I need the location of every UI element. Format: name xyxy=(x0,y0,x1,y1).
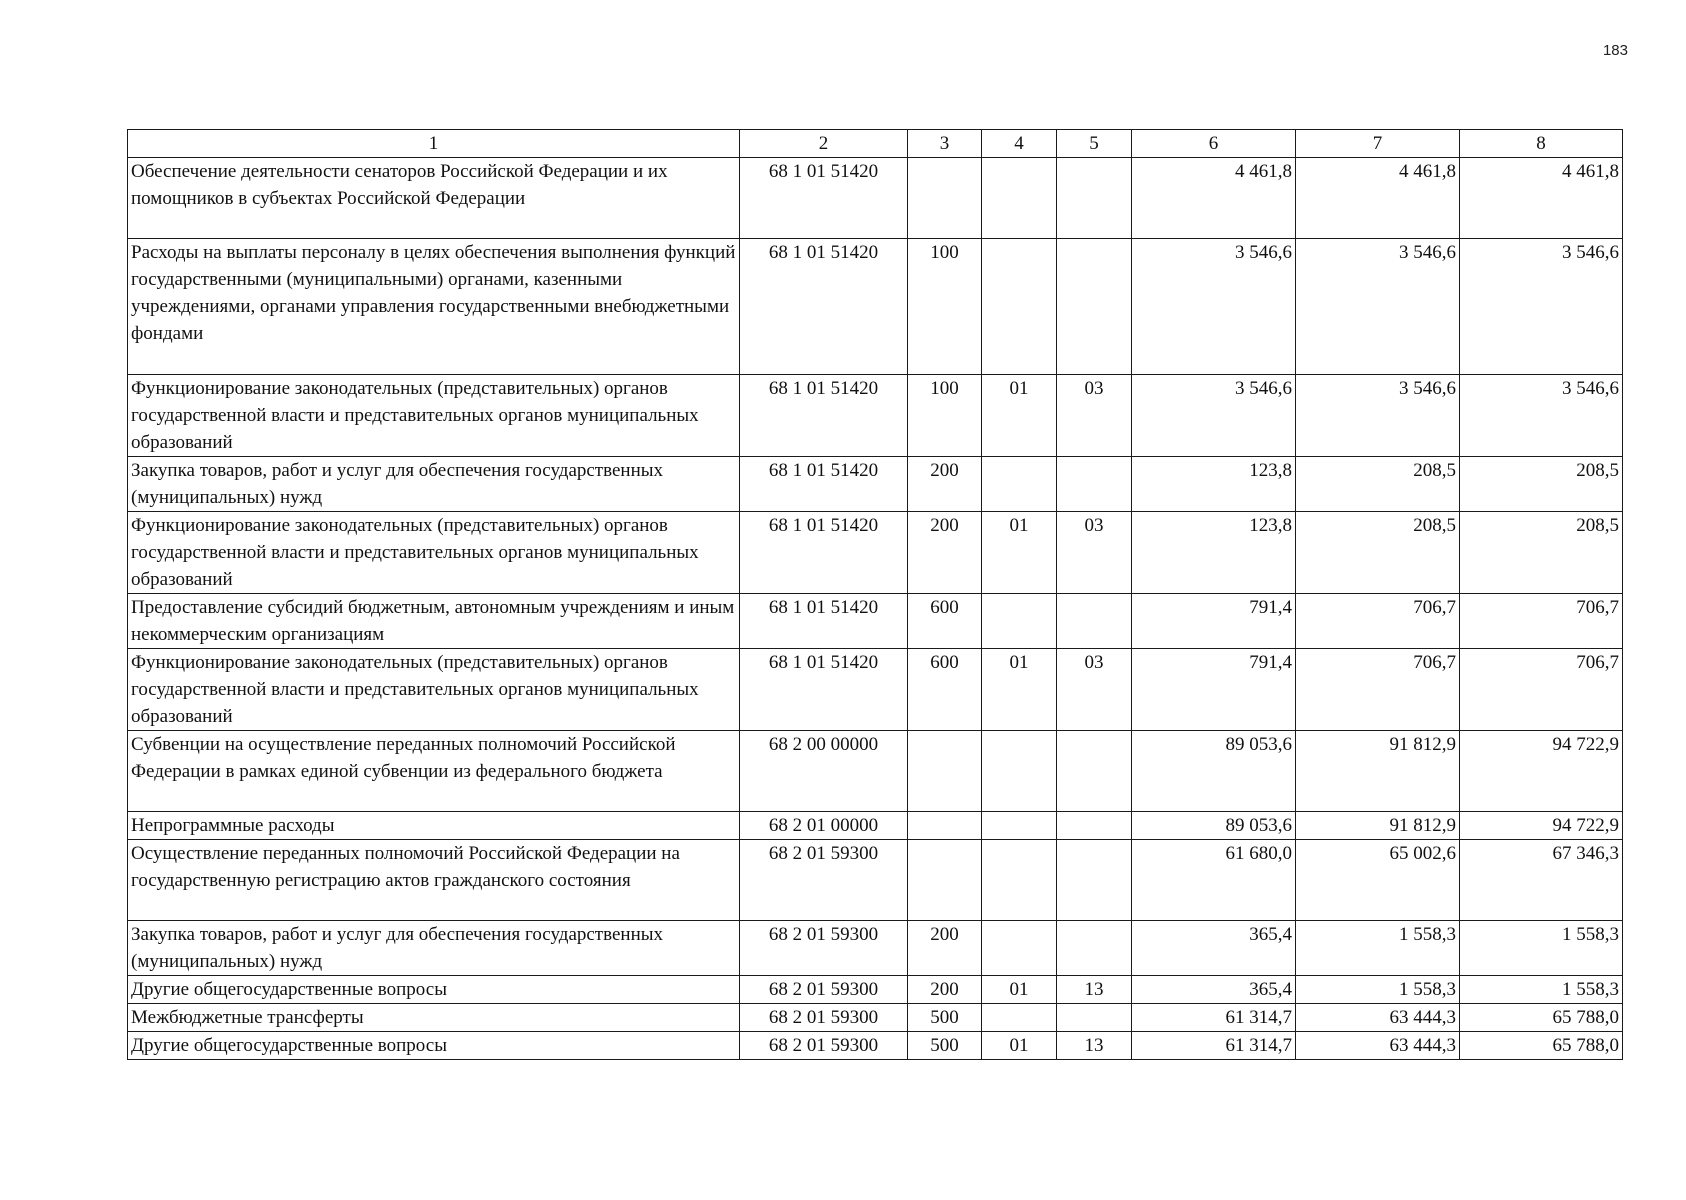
row-name: Предоставление субсидий бюджетным, автономным учреждениям и иным некоммерческим организациям xyxy=(128,594,740,649)
header-col-7: 7 xyxy=(1296,130,1460,158)
amount-col-8: 4 461,8 xyxy=(1460,158,1623,239)
amount-col-6: 89 053,6 xyxy=(1132,812,1296,840)
section: 01 xyxy=(982,1032,1057,1060)
table-row xyxy=(128,812,1623,840)
subsection xyxy=(1057,921,1132,976)
row-name: Закупка товаров, работ и услуг для обеспечения государственных (муниципальных) нужд xyxy=(128,457,740,512)
section xyxy=(982,812,1057,840)
subsection xyxy=(1057,731,1132,812)
expense-type xyxy=(908,812,982,840)
section xyxy=(982,457,1057,512)
expense-type: 200 xyxy=(908,921,982,976)
amount-col-8: 208,5 xyxy=(1460,457,1623,512)
table-row xyxy=(128,1032,1623,1060)
row-name: Субвенции на осуществление переданных полномочий Российской Федерации в рамках единой субвенции из федерального бюджета xyxy=(128,731,740,812)
section xyxy=(982,158,1057,239)
expense-type: 200 xyxy=(908,512,982,594)
budget-code: 68 2 01 59300 xyxy=(740,1004,908,1032)
amount-col-7: 4 461,8 xyxy=(1296,158,1460,239)
table-row xyxy=(128,731,1623,812)
subsection xyxy=(1057,1004,1132,1032)
subsection xyxy=(1057,594,1132,649)
subsection xyxy=(1057,812,1132,840)
table-row xyxy=(128,1004,1623,1032)
amount-col-8: 65 788,0 xyxy=(1460,1032,1623,1060)
amount-col-7: 706,7 xyxy=(1296,649,1460,731)
header-col-5: 5 xyxy=(1057,130,1132,158)
budget-code: 68 1 01 51420 xyxy=(740,512,908,594)
amount-col-6: 61 314,7 xyxy=(1132,1032,1296,1060)
table-body xyxy=(128,158,1623,1060)
table-header xyxy=(128,130,1623,158)
section: 01 xyxy=(982,512,1057,594)
table-row xyxy=(128,457,1623,512)
section xyxy=(982,840,1057,921)
row-name: Расходы на выплаты персоналу в целях обеспечения выполнения функций государственными (муниципальными) органами, казенными учреждениями, органами управления государственными внебюджетными фондами xyxy=(128,239,740,375)
section xyxy=(982,239,1057,375)
amount-col-8: 706,7 xyxy=(1460,649,1623,731)
amount-col-6: 791,4 xyxy=(1132,594,1296,649)
table-row xyxy=(128,921,1623,976)
section xyxy=(982,1004,1057,1032)
budget-code: 68 2 01 59300 xyxy=(740,976,908,1004)
header-col-6: 6 xyxy=(1132,130,1296,158)
amount-col-6: 123,8 xyxy=(1132,512,1296,594)
expense-type: 600 xyxy=(908,649,982,731)
budget-code: 68 1 01 51420 xyxy=(740,649,908,731)
row-name: Функционирование законодательных (представительных) органов государственной власти и представительных органов муниципальных образований xyxy=(128,512,740,594)
row-name: Другие общегосударственные вопросы xyxy=(128,976,740,1004)
subsection: 03 xyxy=(1057,512,1132,594)
row-name: Другие общегосударственные вопросы xyxy=(128,1032,740,1060)
amount-col-7: 65 002,6 xyxy=(1296,840,1460,921)
amount-col-8: 3 546,6 xyxy=(1460,239,1623,375)
amount-col-6: 3 546,6 xyxy=(1132,239,1296,375)
row-name: Закупка товаров, работ и услуг для обеспечения государственных (муниципальных) нужд xyxy=(128,921,740,976)
expense-type xyxy=(908,158,982,239)
expense-type xyxy=(908,840,982,921)
subsection: 03 xyxy=(1057,375,1132,457)
amount-col-7: 3 546,6 xyxy=(1296,375,1460,457)
row-name: Функционирование законодательных (представительных) органов государственной власти и представительных органов муниципальных образований xyxy=(128,649,740,731)
table-row xyxy=(128,375,1623,457)
amount-col-6: 3 546,6 xyxy=(1132,375,1296,457)
row-name: Обеспечение деятельности сенаторов Российской Федерации и их помощников в субъектах Российской Федерации xyxy=(128,158,740,239)
table-row xyxy=(128,840,1623,921)
amount-col-7: 208,5 xyxy=(1296,457,1460,512)
amount-col-8: 94 722,9 xyxy=(1460,812,1623,840)
expense-type: 100 xyxy=(908,375,982,457)
row-name: Межбюджетные трансферты xyxy=(128,1004,740,1032)
amount-col-7: 208,5 xyxy=(1296,512,1460,594)
table-row xyxy=(128,594,1623,649)
amount-col-6: 365,4 xyxy=(1132,921,1296,976)
amount-col-7: 1 558,3 xyxy=(1296,921,1460,976)
table-row xyxy=(128,158,1623,239)
amount-col-8: 208,5 xyxy=(1460,512,1623,594)
page-number: 183 xyxy=(1602,42,1628,59)
amount-col-8: 65 788,0 xyxy=(1460,1004,1623,1032)
section: 01 xyxy=(982,649,1057,731)
amount-col-8: 94 722,9 xyxy=(1460,731,1623,812)
budget-code: 68 1 01 51420 xyxy=(740,457,908,512)
amount-col-8: 1 558,3 xyxy=(1460,976,1623,1004)
header-col-4: 4 xyxy=(982,130,1057,158)
budget-code: 68 2 01 59300 xyxy=(740,1032,908,1060)
amount-col-6: 123,8 xyxy=(1132,457,1296,512)
header-row xyxy=(128,130,1623,158)
header-col-8: 8 xyxy=(1460,130,1623,158)
amount-col-7: 706,7 xyxy=(1296,594,1460,649)
amount-col-6: 365,4 xyxy=(1132,976,1296,1004)
header-col-1: 1 xyxy=(128,130,740,158)
section xyxy=(982,731,1057,812)
amount-col-7: 63 444,3 xyxy=(1296,1032,1460,1060)
amount-col-6: 61 680,0 xyxy=(1132,840,1296,921)
header-col-2: 2 xyxy=(740,130,908,158)
expense-type: 500 xyxy=(908,1032,982,1060)
table-row xyxy=(128,976,1623,1004)
amount-col-7: 3 546,6 xyxy=(1296,239,1460,375)
row-name: Функционирование законодательных (представительных) органов государственной власти и представительных органов муниципальных образований xyxy=(128,375,740,457)
amount-col-8: 706,7 xyxy=(1460,594,1623,649)
table-row xyxy=(128,512,1623,594)
subsection: 13 xyxy=(1057,976,1132,1004)
row-name: Непрограммные расходы xyxy=(128,812,740,840)
section: 01 xyxy=(982,976,1057,1004)
budget-code: 68 2 00 00000 xyxy=(740,731,908,812)
amount-col-6: 4 461,8 xyxy=(1132,158,1296,239)
section xyxy=(982,921,1057,976)
row-name: Осуществление переданных полномочий Российской Федерации на государственную регистрацию актов гражданского состояния xyxy=(128,840,740,921)
amount-col-7: 91 812,9 xyxy=(1296,731,1460,812)
table-row xyxy=(128,649,1623,731)
section xyxy=(982,594,1057,649)
expense-type: 200 xyxy=(908,457,982,512)
expense-type: 200 xyxy=(908,976,982,1004)
amount-col-6: 791,4 xyxy=(1132,649,1296,731)
amount-col-7: 91 812,9 xyxy=(1296,812,1460,840)
amount-col-7: 1 558,3 xyxy=(1296,976,1460,1004)
expense-type: 500 xyxy=(908,1004,982,1032)
amount-col-7: 63 444,3 xyxy=(1296,1004,1460,1032)
subsection: 03 xyxy=(1057,649,1132,731)
amount-col-8: 1 558,3 xyxy=(1460,921,1623,976)
budget-code: 68 1 01 51420 xyxy=(740,594,908,649)
table-row xyxy=(128,239,1623,375)
subsection xyxy=(1057,239,1132,375)
expense-type xyxy=(908,731,982,812)
budget-code: 68 2 01 59300 xyxy=(740,921,908,976)
budget-code: 68 2 01 59300 xyxy=(740,840,908,921)
subsection xyxy=(1057,840,1132,921)
amount-col-6: 61 314,7 xyxy=(1132,1004,1296,1032)
expense-type: 100 xyxy=(908,239,982,375)
budget-code: 68 1 01 51420 xyxy=(740,375,908,457)
budget-code: 68 2 01 00000 xyxy=(740,812,908,840)
section: 01 xyxy=(982,375,1057,457)
amount-col-6: 89 053,6 xyxy=(1132,731,1296,812)
amount-col-8: 67 346,3 xyxy=(1460,840,1623,921)
subsection: 13 xyxy=(1057,1032,1132,1060)
amount-col-8: 3 546,6 xyxy=(1460,375,1623,457)
budget-code: 68 1 01 51420 xyxy=(740,158,908,239)
budget-table xyxy=(127,129,1623,1060)
expense-type: 600 xyxy=(908,594,982,649)
subsection xyxy=(1057,158,1132,239)
budget-code: 68 1 01 51420 xyxy=(740,239,908,375)
subsection xyxy=(1057,457,1132,512)
header-col-3: 3 xyxy=(908,130,982,158)
